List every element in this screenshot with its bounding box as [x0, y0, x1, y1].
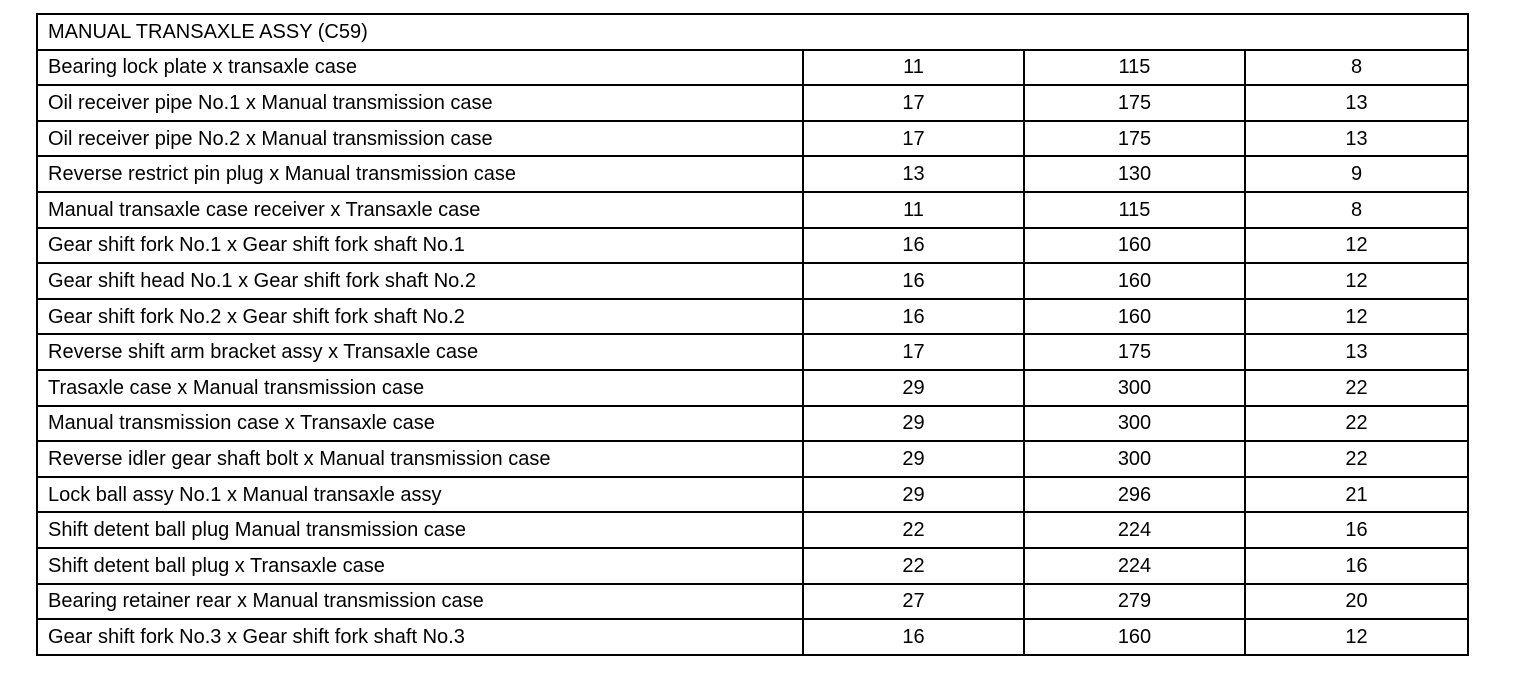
table-title: MANUAL TRANSAXLE ASSY (C59) — [37, 14, 1468, 50]
table-row — [37, 548, 1468, 584]
part-name-cell: Bearing lock plate x transaxle case — [37, 50, 803, 86]
value-2-cell: 224 — [1024, 512, 1245, 548]
table-row — [37, 334, 1468, 370]
value-2-cell: 160 — [1024, 263, 1245, 299]
value-3-cell: 12 — [1245, 299, 1468, 335]
value-1-cell: 22 — [803, 548, 1024, 584]
value-2-cell: 224 — [1024, 548, 1245, 584]
value-2-cell: 160 — [1024, 619, 1245, 655]
part-name-cell: Trasaxle case x Manual transmission case — [37, 370, 803, 406]
value-1-cell: 16 — [803, 619, 1024, 655]
part-name-cell: Oil receiver pipe No.2 x Manual transmission case — [37, 121, 803, 157]
value-2-cell: 279 — [1024, 584, 1245, 620]
part-name-cell: Manual transaxle case receiver x Transaxle case — [37, 192, 803, 228]
value-3-cell: 9 — [1245, 156, 1468, 192]
value-3-cell: 16 — [1245, 512, 1468, 548]
part-name-cell: Shift detent ball plug Manual transmission case — [37, 512, 803, 548]
value-3-cell: 8 — [1245, 50, 1468, 86]
value-2-cell: 115 — [1024, 50, 1245, 86]
table-row — [37, 156, 1468, 192]
table-row — [37, 584, 1468, 620]
value-3-cell: 21 — [1245, 477, 1468, 513]
table-row — [37, 228, 1468, 264]
value-3-cell: 22 — [1245, 406, 1468, 442]
value-1-cell: 11 — [803, 50, 1024, 86]
value-1-cell: 27 — [803, 584, 1024, 620]
table-row — [37, 512, 1468, 548]
value-1-cell: 11 — [803, 192, 1024, 228]
part-name-cell: Bearing retainer rear x Manual transmission case — [37, 584, 803, 620]
table-title-row — [37, 14, 1468, 50]
table-row — [37, 192, 1468, 228]
value-2-cell: 130 — [1024, 156, 1245, 192]
part-name-cell: Gear shift fork No.3 x Gear shift fork shaft No.3 — [37, 619, 803, 655]
part-name-cell: Gear shift fork No.2 x Gear shift fork shaft No.2 — [37, 299, 803, 335]
value-2-cell: 175 — [1024, 334, 1245, 370]
value-1-cell: 22 — [803, 512, 1024, 548]
value-2-cell: 115 — [1024, 192, 1245, 228]
value-2-cell: 160 — [1024, 228, 1245, 264]
value-3-cell: 16 — [1245, 548, 1468, 584]
table-row — [37, 50, 1468, 86]
value-3-cell: 12 — [1245, 619, 1468, 655]
value-3-cell: 13 — [1245, 334, 1468, 370]
value-3-cell: 8 — [1245, 192, 1468, 228]
value-3-cell: 12 — [1245, 263, 1468, 299]
table-body — [37, 14, 1468, 655]
table-row — [37, 477, 1468, 513]
value-1-cell: 29 — [803, 441, 1024, 477]
value-1-cell: 17 — [803, 85, 1024, 121]
value-3-cell: 12 — [1245, 228, 1468, 264]
value-2-cell: 160 — [1024, 299, 1245, 335]
part-name-cell: Reverse idler gear shaft bolt x Manual transmission case — [37, 441, 803, 477]
table-row — [37, 121, 1468, 157]
value-2-cell: 175 — [1024, 121, 1245, 157]
part-name-cell: Gear shift fork No.1 x Gear shift fork shaft No.1 — [37, 228, 803, 264]
table-row — [37, 619, 1468, 655]
value-1-cell: 29 — [803, 370, 1024, 406]
value-2-cell: 300 — [1024, 441, 1245, 477]
table-row — [37, 263, 1468, 299]
part-name-cell: Lock ball assy No.1 x Manual transaxle assy — [37, 477, 803, 513]
value-3-cell: 13 — [1245, 85, 1468, 121]
value-1-cell: 17 — [803, 121, 1024, 157]
table-row — [37, 299, 1468, 335]
value-3-cell: 22 — [1245, 370, 1468, 406]
value-1-cell: 16 — [803, 263, 1024, 299]
part-name-cell: Reverse restrict pin plug x Manual transmission case — [37, 156, 803, 192]
value-3-cell: 20 — [1245, 584, 1468, 620]
value-2-cell: 300 — [1024, 370, 1245, 406]
part-name-cell: Gear shift head No.1 x Gear shift fork shaft No.2 — [37, 263, 803, 299]
table-row — [37, 370, 1468, 406]
part-name-cell: Reverse shift arm bracket assy x Transaxle case — [37, 334, 803, 370]
part-name-cell: Shift detent ball plug x Transaxle case — [37, 548, 803, 584]
value-3-cell: 22 — [1245, 441, 1468, 477]
value-1-cell: 16 — [803, 228, 1024, 264]
value-1-cell: 13 — [803, 156, 1024, 192]
part-name-cell: Oil receiver pipe No.1 x Manual transmission case — [37, 85, 803, 121]
value-2-cell: 296 — [1024, 477, 1245, 513]
torque-spec-table — [36, 13, 1469, 656]
value-3-cell: 13 — [1245, 121, 1468, 157]
table-row — [37, 441, 1468, 477]
table-row — [37, 406, 1468, 442]
part-name-cell: Manual transmission case x Transaxle case — [37, 406, 803, 442]
value-1-cell: 29 — [803, 406, 1024, 442]
value-2-cell: 300 — [1024, 406, 1245, 442]
value-2-cell: 175 — [1024, 85, 1245, 121]
table-row — [37, 85, 1468, 121]
value-1-cell: 17 — [803, 334, 1024, 370]
value-1-cell: 29 — [803, 477, 1024, 513]
value-1-cell: 16 — [803, 299, 1024, 335]
